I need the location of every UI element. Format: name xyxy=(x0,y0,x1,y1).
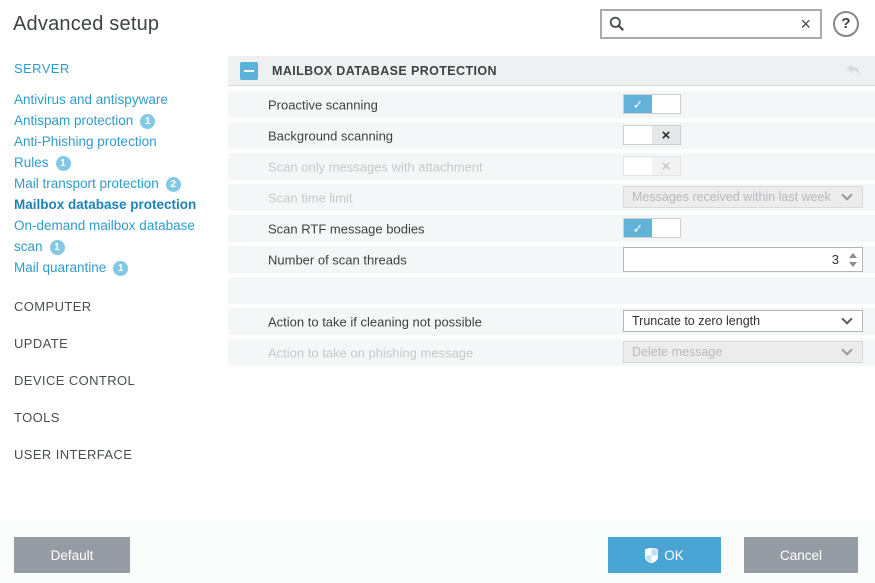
setting-row-action-phishing: Action to take on phishing message Delete message xyxy=(228,339,875,366)
cancel-button[interactable]: Cancel xyxy=(744,537,858,573)
settings-panel xyxy=(228,56,875,370)
action-phishing-select: Delete message xyxy=(623,341,863,363)
sidebar-section-computer[interactable]: COMPUTER xyxy=(14,299,92,314)
panel-header xyxy=(228,56,875,86)
count-badge: 2 xyxy=(166,177,181,192)
sidebar-item-mail-quarantine[interactable]: Mail quarantine 1 xyxy=(14,257,220,278)
page-title: Advanced setup xyxy=(13,13,160,35)
sidebar-item-ondemand-scan[interactable]: On-demand mailbox database scan 1 xyxy=(14,218,195,254)
sidebar-item-mail-transport[interactable]: Mail transport protection 2 xyxy=(14,173,220,194)
cross-icon: × xyxy=(652,126,680,144)
count-badge: 1 xyxy=(50,240,65,255)
panel-title: MAILBOX DATABASE PROTECTION xyxy=(272,63,497,78)
sidebar-section-device-control[interactable]: DEVICE CONTROL xyxy=(14,373,136,388)
setting-row-action-cleaning: Action to take if cleaning not possible Truncate to zero length xyxy=(228,308,875,335)
sidebar-item-antiphishing[interactable]: Anti-Phishing protection xyxy=(14,134,157,149)
scan-only-attachment-toggle xyxy=(623,156,681,176)
sidebar-item-rules[interactable]: Rules 1 xyxy=(14,152,220,173)
sidebar-item-antispam[interactable]: Antispam protection 1 xyxy=(14,110,220,131)
sidebar-section-server[interactable]: SERVER xyxy=(14,61,70,76)
default-button[interactable]: Default xyxy=(14,537,130,573)
undo-icon[interactable] xyxy=(845,64,862,78)
setting-row-proactive-scanning: Proactive scanning ✓ xyxy=(228,91,875,118)
spacer-row xyxy=(228,277,875,304)
setting-row-background-scanning: Background scanning × xyxy=(228,122,875,149)
setting-row-scan-time-limit: Scan time limit Messages received within last week xyxy=(228,184,875,211)
minus-icon xyxy=(244,70,254,72)
sidebar xyxy=(14,59,220,465)
chevron-down-icon xyxy=(841,344,852,355)
chevron-down-icon xyxy=(841,189,852,200)
cross-icon: × xyxy=(652,157,680,175)
search-icon xyxy=(609,16,625,32)
setting-row-scan-threads: Number of scan threads 3 xyxy=(228,246,875,273)
scan-threads-value[interactable] xyxy=(624,248,842,271)
count-badge: 1 xyxy=(113,261,128,276)
number-spinner xyxy=(845,248,860,271)
action-cleaning-select[interactable]: Truncate to zero length xyxy=(623,310,863,332)
scan-rtf-toggle[interactable] xyxy=(623,218,681,238)
spinner-up-icon[interactable] xyxy=(849,253,857,258)
collapse-button[interactable] xyxy=(240,62,258,80)
sidebar-section-user-interface[interactable]: USER INTERFACE xyxy=(14,447,133,462)
sidebar-item-antivirus[interactable]: Antivirus and antispyware xyxy=(14,92,168,107)
setting-row-scan-rtf: Scan RTF message bodies ✓ xyxy=(228,215,875,242)
spinner-down-icon[interactable] xyxy=(849,262,857,267)
count-badge: 1 xyxy=(140,114,155,129)
help-button[interactable]: ? xyxy=(833,11,859,37)
setting-row-scan-only-attachment: Scan only messages with attachment × xyxy=(228,153,875,180)
check-icon: ✓ xyxy=(624,95,652,113)
sidebar-section-tools[interactable]: TOOLS xyxy=(14,410,60,425)
search-box[interactable] xyxy=(600,9,822,39)
shield-icon xyxy=(645,548,658,563)
search-input[interactable] xyxy=(630,17,798,32)
sidebar-item-mailbox-database[interactable]: Mailbox database protection xyxy=(14,197,197,212)
ok-button[interactable]: OK xyxy=(608,537,721,573)
proactive-scanning-toggle[interactable] xyxy=(623,94,681,114)
clear-search-icon[interactable]: × xyxy=(800,14,811,34)
background-scanning-toggle[interactable] xyxy=(623,125,681,145)
count-badge: 1 xyxy=(56,156,71,171)
scan-threads-input[interactable] xyxy=(623,247,863,272)
sidebar-section-update[interactable]: UPDATE xyxy=(14,336,69,351)
scan-time-limit-select: Messages received within last week xyxy=(623,186,863,208)
check-icon: ✓ xyxy=(624,219,652,237)
footer-bar xyxy=(0,520,875,583)
chevron-down-icon xyxy=(841,313,852,324)
